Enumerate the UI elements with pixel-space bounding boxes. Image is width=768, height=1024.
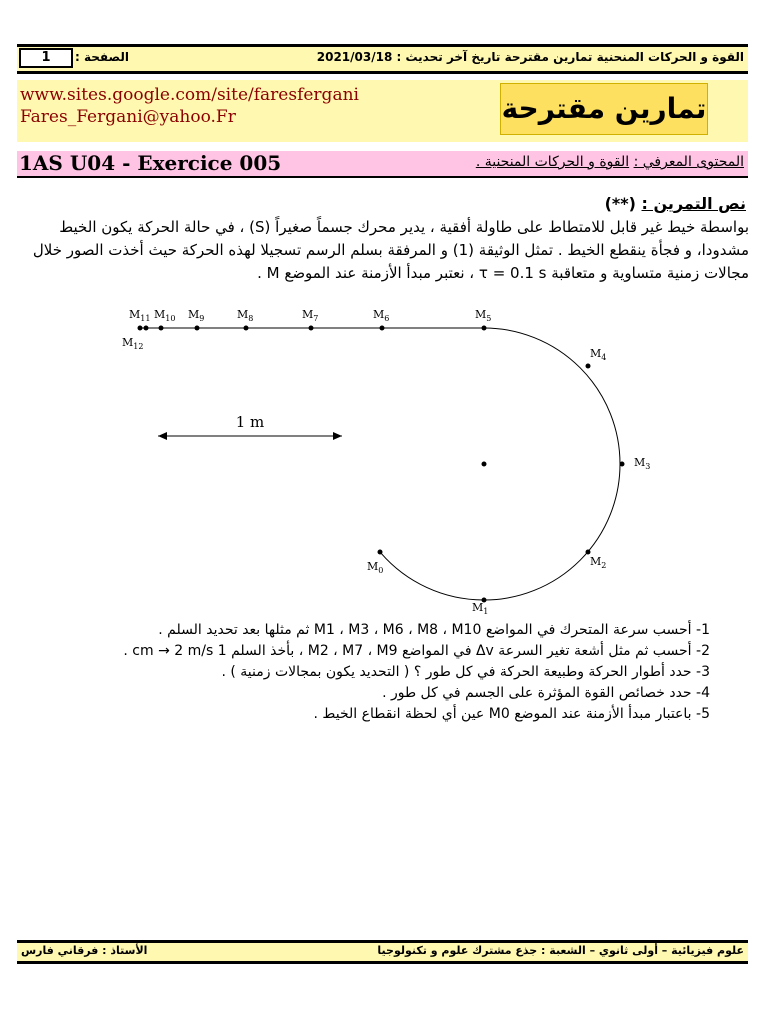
- footer-bar: [17, 940, 748, 964]
- svg-text:M0: $M_0$: [367, 560, 384, 575]
- question-item: 4- حدد خصائص القوة المؤثرة على الجسم في كل طور .: [382, 685, 710, 701]
- svg-text:M6: $M_6$: [373, 308, 390, 323]
- svg-text:M10: $M_{10}$: [154, 308, 176, 323]
- questions-list: [20, 620, 710, 725]
- question-item: 3- حدد أطوار الحركة وطبيعة الحركة في كل طور ؟ ( التحديد يكون بمجالات زمنية ) .: [221, 664, 710, 680]
- statement-line: مشدودا، و فجأة ينقطع الخيط . تمثل الوثيقة (1) و المرفقة بسلم الرسم تسجيلا لهذه الحركة حيث أخذت الصور خلال: [32, 241, 749, 259]
- svg-text:M2: $M_2$: [590, 555, 607, 570]
- question-item: 5- باعتبار مبدأ الأزمنة عند الموضع M0 عين أي لحظة انقطاع الخيط .: [313, 706, 710, 722]
- top-bar-text: القوة و الحركات المنحنية تمارين مقترحة تاريخ آخر تحديث : 2021/03/18: [316, 50, 744, 64]
- svg-text:M3: $M_3$: [634, 456, 651, 471]
- point-M12: [122, 326, 143, 352]
- exercise-bar: [17, 151, 748, 178]
- svg-text:M7: $M_7$: [302, 308, 319, 323]
- scale-label: 1 m: [235, 413, 265, 431]
- point-M4: [586, 347, 607, 369]
- svg-text:M4: $M_4$: [590, 347, 607, 362]
- content-label: المحتوى المعرفي :: [633, 154, 744, 170]
- svg-text:M1: $M_1$: [472, 601, 489, 616]
- center-point: [482, 462, 487, 467]
- page-title: تمارين مقترحة: [500, 83, 708, 135]
- trajectory-diagram: [0, 300, 768, 620]
- heading-text: نص التمرين :: [641, 194, 746, 213]
- curved-segment: [380, 328, 620, 600]
- top-bar: [17, 44, 748, 74]
- svg-text:M9: $M_9$: [188, 308, 205, 323]
- difficulty-stars: (**): [604, 194, 636, 213]
- statement-text: [18, 216, 749, 285]
- footer-teacher: الأستاذ : فرقاني فارس: [21, 944, 148, 957]
- content-descriptor: [476, 154, 744, 170]
- website-link[interactable]: www.sites.google.com/site/faresfergani: [20, 85, 359, 105]
- statement-heading: [605, 194, 746, 213]
- point-M9: [188, 308, 204, 331]
- svg-text:M8: $M_8$: [237, 308, 254, 323]
- question-item: 2- أحسب ثم مثل أشعة تغير السرعة Δv في المواضع M2 ، M7 ، M9 ، بأخذ السلم 1 cm → 2 m/s .: [123, 643, 710, 659]
- statement-line: مجالات زمنية متساوية و متعاقبة τ = 0.1 s ، نعتبر مبدأ الأزمنة عند الموضع M .: [257, 264, 749, 282]
- svg-text:M11: $M_{11}$: [129, 308, 151, 323]
- page-number: 1: [19, 48, 73, 68]
- question-item: 1- أحسب سرعة المتحرك في المواضع M1 ، M3 ، M6 ، M8 ، M10 ثم مثلها بعد تحديد السلم .: [158, 622, 710, 638]
- svg-text:M12: $M_{12}$: [122, 336, 144, 351]
- statement-line: بواسطة خيط غير قابل للامتطاط على طاولة أفقية ، يدير محرك جسماً صغيراً (S) ، في حالة الحركة يكون الخيط: [59, 218, 749, 236]
- point-M10: [154, 308, 175, 331]
- point-M3: [620, 456, 651, 471]
- point-M7: [302, 308, 318, 331]
- scale-arrowhead-left: [158, 432, 167, 440]
- point-M1: [472, 598, 488, 617]
- point-M0: [367, 550, 383, 576]
- email-link[interactable]: Fares_Fergani@yahoo.Fr: [20, 107, 236, 127]
- point-M8: [237, 308, 253, 331]
- contact-links: [20, 84, 359, 128]
- svg-text:M5: $M_5$: [475, 308, 492, 323]
- scale-arrowhead-right: [333, 432, 342, 440]
- footer-subject: علوم فيزيائية – أولى ثانوي – الشعبة : جذع مشترك علوم و تكنولوجيا: [377, 944, 744, 957]
- point-M6: [373, 308, 389, 331]
- content-value: القوة و الحركات المنحنية .: [475, 154, 630, 170]
- page-label: : الصفحة: [75, 50, 129, 64]
- point-M2: [586, 550, 607, 571]
- exercise-code: 1AS U04 - Exercice 005: [19, 151, 282, 175]
- point-M5: [475, 308, 491, 331]
